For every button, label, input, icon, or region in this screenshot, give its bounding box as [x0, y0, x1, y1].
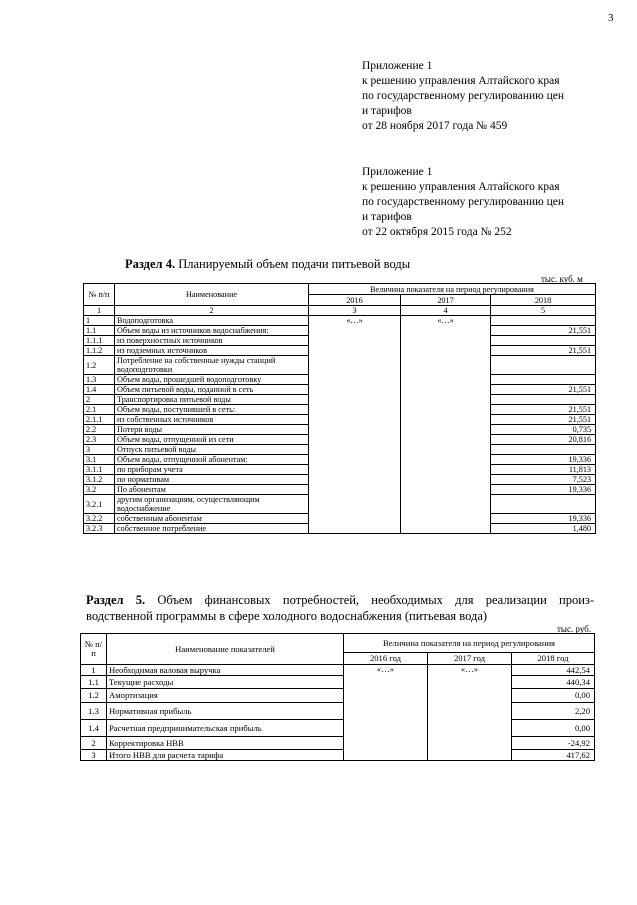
value-2018: 20,816: [491, 435, 596, 445]
appendix-line: от 28 ноября 2017 года № 459: [362, 120, 508, 132]
row-name: Текущие расходы: [107, 676, 344, 689]
column-index: 5: [491, 306, 596, 316]
table-row: [81, 737, 595, 750]
section5-title: [86, 592, 594, 624]
section5-table: [80, 633, 595, 761]
table-row: [81, 676, 595, 689]
value-2018: [491, 445, 596, 455]
row-number: 1.1: [84, 326, 115, 336]
table-row: [81, 689, 595, 703]
table-row: [81, 750, 595, 761]
appendix-line: от 22 октября 2015 года № 252: [362, 226, 512, 238]
value-2017: «…»: [428, 665, 512, 761]
appendix-line: Приложение 1: [362, 166, 433, 178]
row-number: 2.1.1: [84, 415, 115, 425]
value-2018: 21,551: [491, 415, 596, 425]
value-2018: [491, 395, 596, 405]
row-name: Нормативная прибыль: [107, 703, 344, 720]
section4-title: [125, 257, 410, 272]
appendix-line: Приложение 1: [362, 60, 433, 72]
row-number: 1.4: [84, 385, 115, 395]
row-name: Отпуск питьевой воды: [115, 445, 309, 455]
row-name: другим организациям, осуществляющим водоснабжение: [115, 495, 309, 514]
value-2018: 21,551: [491, 346, 596, 356]
value-2018: [491, 356, 596, 375]
row-name: Объем воды, прошедшей водоподготовку: [115, 375, 309, 385]
row-name: Потребление на собственные нужды станций водоподготовки: [115, 356, 309, 375]
appendix-line: по государственному регулированию цен: [362, 90, 565, 102]
table-row: [81, 703, 595, 720]
appendix-line: по государственному регулированию цен: [362, 196, 565, 208]
table-row: [84, 316, 596, 326]
section4-table: [83, 283, 596, 534]
page-number: 3: [608, 12, 614, 24]
row-name: Объем воды из источников водоснабжения:: [115, 326, 309, 336]
table-row: [81, 720, 595, 737]
value-2018: [491, 495, 596, 514]
row-number: 3: [81, 750, 107, 761]
section5-title-text: Объем финансовых потребностей, необходимых для реализации произ-: [145, 593, 594, 607]
row-name: по приборам учета: [115, 465, 309, 475]
column-index: 4: [401, 306, 491, 316]
header-year: 2016: [309, 295, 401, 306]
appendix-line: и тарифов: [362, 105, 412, 117]
column-index: 2: [115, 306, 309, 316]
row-name: Расчетная предпринимательская прибыль: [107, 720, 344, 737]
section4-unit: тыс. куб. м: [541, 274, 583, 284]
value-2018: 21,551: [491, 385, 596, 395]
header-year: 2017: [401, 295, 491, 306]
row-number: 3.2.2: [84, 514, 115, 524]
row-name: собственным абонентам: [115, 514, 309, 524]
value-2018: 0,735: [491, 425, 596, 435]
appendix-line: и тарифов: [362, 211, 412, 223]
row-number: 1: [84, 316, 115, 326]
appendix-header-current: [362, 59, 564, 134]
row-number: 1.3: [81, 703, 107, 720]
row-number: 1.2: [81, 689, 107, 703]
section5-unit: тыс. руб.: [557, 624, 592, 634]
row-name: Объем воды, поступившей в сеть:: [115, 405, 309, 415]
row-name: Объем воды, отпущенной абонентам:: [115, 455, 309, 465]
header-num: № п/п: [84, 284, 115, 306]
row-number: 1.1.1: [84, 336, 115, 346]
section5-title-line2: водственной программы в сфере холодного водоснабжения (питьевая вода): [86, 609, 488, 623]
section5-title-bold: Раздел 5.: [86, 593, 146, 607]
value-2018: 440,34: [512, 676, 595, 689]
row-number: 3: [84, 445, 115, 455]
row-name: из поверхностных источников: [115, 336, 309, 346]
value-2018: 21,551: [491, 326, 596, 336]
row-name: Объем воды, отпущенной из сети: [115, 435, 309, 445]
value-2018: -24,92: [512, 737, 595, 750]
row-number: 2: [84, 395, 115, 405]
section4-title-bold: Раздел 4.: [125, 257, 176, 271]
row-number: 2.3: [84, 435, 115, 445]
row-name: Необходимая валовая выручка: [107, 665, 344, 676]
header-year: 2017 год: [428, 653, 512, 665]
row-name: из подземных источников: [115, 346, 309, 356]
value-2018: 417,62: [512, 750, 595, 761]
row-number: 2.1: [84, 405, 115, 415]
row-name: Объем питьевой воды, поданной в сеть: [115, 385, 309, 395]
value-2018: 19,336: [491, 485, 596, 495]
header-name: Наименование показателей: [107, 634, 344, 665]
value-2016: «…»: [309, 316, 401, 534]
row-number: 1.1.2: [84, 346, 115, 356]
header-num: № п/п: [81, 634, 107, 665]
row-name: собственное потребление: [115, 524, 309, 534]
value-2016: «…»: [344, 665, 428, 761]
row-name: Транспортировка питьевой воды: [115, 395, 309, 405]
row-number: 3.1: [84, 455, 115, 465]
value-2018: [491, 375, 596, 385]
section4-title-text: Планируемый объем подачи питьевой воды: [175, 257, 411, 271]
column-index: 3: [309, 306, 401, 316]
row-number: 1.3: [84, 375, 115, 385]
value-2018: 2,20: [512, 703, 595, 720]
row-name: Амортизация: [107, 689, 344, 703]
value-2018: 442,54: [512, 665, 595, 676]
appendix-line: к решению управления Алтайского края: [362, 75, 560, 87]
row-number: 3.1.2: [84, 475, 115, 485]
appendix-header-original: [362, 165, 564, 240]
value-2018: 7,523: [491, 475, 596, 485]
value-2018: 1,480: [491, 524, 596, 534]
row-name: по нормативам: [115, 475, 309, 485]
row-name: Корректировка НВВ: [107, 737, 344, 750]
row-name: Итого НВВ для расчета тарифа: [107, 750, 344, 761]
row-number: 3.2: [84, 485, 115, 495]
row-number: 3.1.1: [84, 465, 115, 475]
value-2018: 0,00: [512, 689, 595, 703]
header-year: 2018 год: [512, 653, 595, 665]
row-number: 1.2: [84, 356, 115, 375]
table-row: [81, 665, 595, 676]
row-number: 2.2: [84, 425, 115, 435]
appendix-line: к решению управления Алтайского края: [362, 181, 560, 193]
row-number: 3.2.3: [84, 524, 115, 534]
row-number: 1.1: [81, 676, 107, 689]
value-2018: 0,00: [512, 720, 595, 737]
value-2018: [491, 336, 596, 346]
value-2018: [491, 316, 596, 326]
row-name: По абонентам: [115, 485, 309, 495]
row-number: 3.2.1: [84, 495, 115, 514]
row-name: из собственных источников: [115, 415, 309, 425]
header-year: 2016 год: [344, 653, 428, 665]
row-name: Потери воды: [115, 425, 309, 435]
row-number: 2: [81, 737, 107, 750]
header-name: Наименование: [115, 284, 309, 306]
value-2018: 21,551: [491, 405, 596, 415]
row-name: Водоподготовка: [115, 316, 309, 326]
value-2018: 19,336: [491, 455, 596, 465]
value-2017: «…»: [401, 316, 491, 534]
header-period: Величина показателя на период регулирования: [309, 284, 596, 295]
header-period: Величина показателя на период регулирования: [344, 634, 595, 653]
column-index: 1: [84, 306, 115, 316]
value-2018: 11,813: [491, 465, 596, 475]
row-number: 1.4: [81, 720, 107, 737]
header-year: 2018: [491, 295, 596, 306]
row-number: 1: [81, 665, 107, 676]
value-2018: 19,336: [491, 514, 596, 524]
